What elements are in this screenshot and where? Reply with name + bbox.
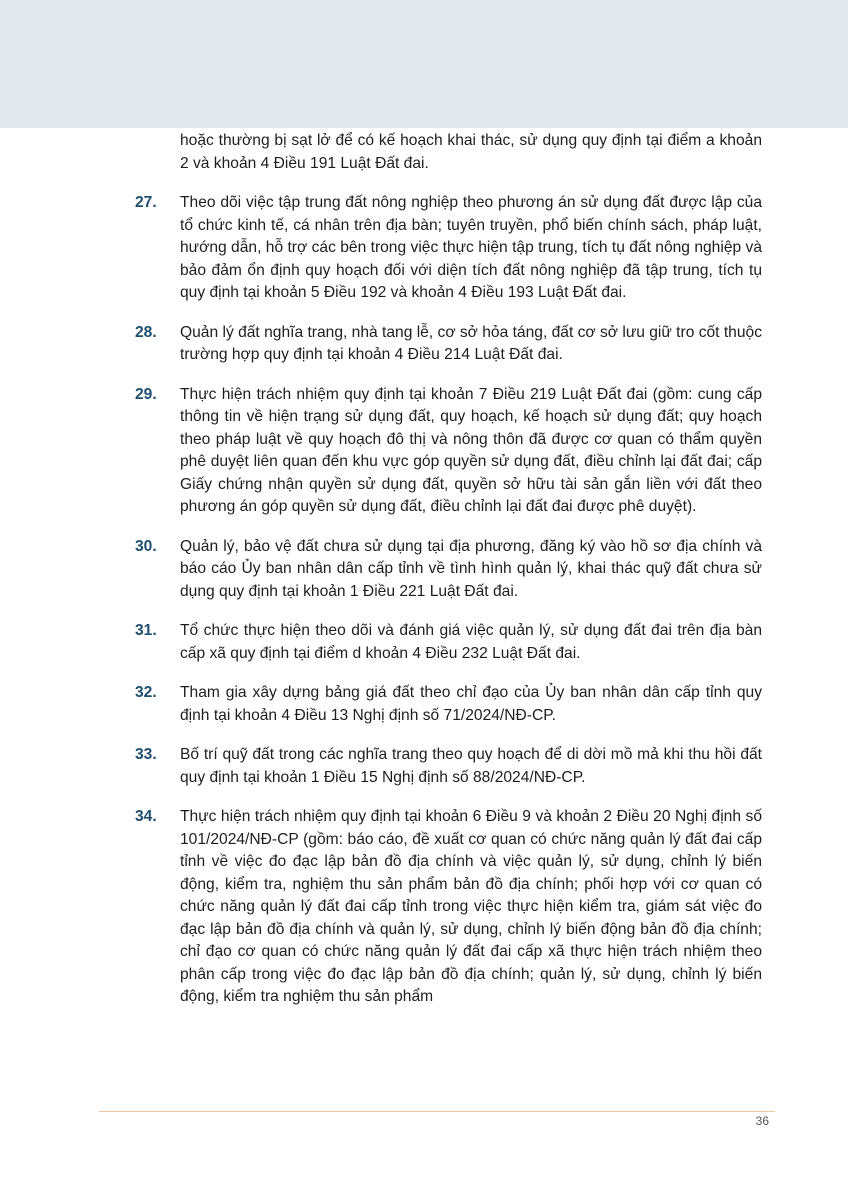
item-text: Thực hiện trách nhiệm quy định tại khoản 7 Điều 219 Luật Đất đai (gồm: cung cấp thông tin về hiện trạng sử dụng đất, quy hoạch, kế hoạch sử dụng đất; quy hoạch theo pháp luật về quy hoạch đô thị và nông thôn đã được cơ quan có thẩm quyền phê duyệt liên quan đến khu vực góp quyền sử dụng đất, điều chỉnh lại đất đai; cấp Giấy chứng nhận quyền sử dụng đất, quyền sở hữu tài sản gắn liền với đất theo phương án góp quyền sử dụng đất, điều chỉnh lại đất đai được phê duyệt).	[180, 385, 762, 515]
item-text: Theo dõi việc tập trung đất nông nghiệp theo phương án sử dụng đất được lập của tổ chức kinh tế, cá nhân trên địa bàn; tuyên truyền, phổ biến chính sách, pháp luật, hướng dẫn, hỗ trợ các bên trong việc thực hiện tập trung, tích tụ đất nông nghiệp và bảo đảm ổn định quy hoạch đối với diện tích đất nông nghiệp đã tập trung, tích tụ quy định tại khoản 5 Điều 192 và khoản 4 Điều 193 Luật Đất đai.	[180, 194, 762, 301]
list-item-34	[0, 806, 848, 1009]
footer-divider	[99, 1111, 775, 1112]
item-number: 31.	[135, 622, 157, 639]
item-text: Tham gia xây dựng bảng giá đất theo chỉ đạo của Ủy ban nhân dân cấp tỉnh quy định tại khoản 4 Điều 13 Nghị định số 71/2024/NĐ-CP.	[180, 684, 762, 724]
list-item-27	[0, 192, 848, 305]
page-content	[0, 128, 848, 1009]
item-number: 30.	[135, 537, 157, 555]
page-number: 36	[755, 1114, 769, 1128]
item-number: 32.	[135, 684, 157, 701]
item-number: 28.	[135, 323, 157, 341]
list-item-32	[0, 682, 848, 727]
list-item-29	[0, 384, 848, 519]
list-item-30	[0, 536, 848, 604]
header-band	[0, 0, 848, 128]
item-number: 33.	[135, 746, 157, 763]
list-item-33	[0, 744, 848, 789]
list-item-28	[0, 322, 848, 367]
item-number: 34.	[135, 808, 157, 825]
item-text: Quản lý đất nghĩa trang, nhà tang lễ, cơ sở hỏa táng, đất cơ sở lưu giữ tro cốt thuộc trường hợp quy định tại khoản 4 Điều 214 Luật Đất đai.	[180, 323, 762, 363]
item-text: Tổ chức thực hiện theo dõi và đánh giá việc quản lý, sử dụng đất đai trên địa bàn cấp xã quy định tại điểm d khoản 4 Điều 232 Luật Đất đai.	[180, 622, 762, 662]
list-item-31	[0, 620, 848, 665]
item-number: 29.	[135, 385, 157, 403]
item-text: Bố trí quỹ đất trong các nghĩa trang theo quy hoạch để di dời mồ mả khi thu hồi đất quy định tại khoản 1 Điều 15 Nghị định số 88/2024/NĐ-CP.	[180, 746, 762, 786]
continued-paragraph: hoặc thường bị sạt lở để có kế hoạch khai thác, sử dụng quy định tại điểm a khoản 2 và khoản 4 Điều 191 Luật Đất đai.	[180, 132, 762, 172]
item-number: 27.	[135, 194, 157, 211]
item-text: Quản lý, bảo vệ đất chưa sử dụng tại địa phương, đăng ký vào hồ sơ địa chính và báo cáo Ủy ban nhân dân cấp tỉnh về tình hình quản lý, khai thác quỹ đất chưa sử dụng quy định tại khoản 1 Điều 221 Luật Đất đai.	[180, 537, 762, 600]
item-text: Thực hiện trách nhiệm quy định tại khoản 6 Điều 9 và khoản 2 Điều 20 Nghị định số 101/2024/NĐ-CP (gồm: báo cáo, đề xuất cơ quan có chức năng quản lý đất đai cấp tỉnh về việc đo đạc lập bản đồ địa chính và việc quản lý, sử dụng, chỉnh lý biến động, kiểm tra, nghiệm thu sản phẩm bản đồ địa chính; phối hợp với cơ quan có chức năng quản lý đất đai cấp tỉnh trong việc thực hiện kiểm tra, giám sát việc đo đạc lập bản đồ địa chính và quản lý, sử dụng, chỉnh lý biến động bản đồ địa chính; chỉ đạo cơ quan có chức năng quản lý đất đai cấp xã thực hiện trách nhiệm theo phân cấp trong việc đo đạc lập bản đồ địa chính; quản lý, sử dụng, chỉnh lý biến động, kiểm tra nghiệm thu sản phẩm	[180, 808, 762, 1005]
